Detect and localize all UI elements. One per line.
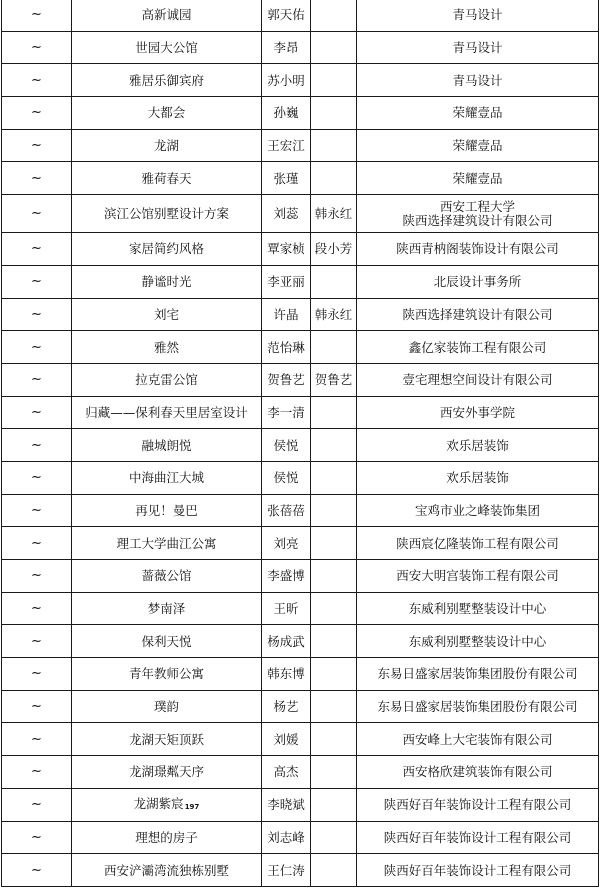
cell-designer: 王仁涛 [262, 854, 311, 887]
cell-range: ~ [2, 298, 72, 331]
organization-line: 荣耀壹品 [452, 138, 503, 154]
cell-designer: 李晓斌 [262, 788, 311, 821]
organization-line: 陕西青枘阁装饰设计有限公司 [396, 241, 559, 257]
organization-line: 西安格欣建筑装饰有限公司 [402, 764, 553, 780]
cell-designer: 范怡琳 [262, 331, 311, 364]
table-row [2, 429, 599, 462]
cell-project [72, 331, 262, 364]
cell-co-designer [311, 854, 357, 887]
cell-organization [357, 0, 599, 31]
cell-organization [357, 363, 599, 396]
cell-range: ~ [2, 195, 72, 233]
cell-range: ~ [2, 31, 72, 64]
project-name: 青年教师公寓 [128, 666, 204, 682]
cell-designer: 张瑾 [262, 162, 311, 195]
table-row [2, 527, 599, 560]
cell-co-designer [311, 331, 357, 364]
cell-organization [357, 129, 599, 162]
cell-designer: 李一清 [262, 396, 311, 429]
cell-organization [357, 265, 599, 298]
organization-line: 东威利别墅整装设计中心 [408, 601, 547, 617]
table-row [2, 690, 599, 723]
table-row [2, 788, 599, 821]
table-row [2, 821, 599, 854]
table-row [2, 233, 599, 266]
cell-designer: 刘蕊 [262, 195, 311, 233]
table-row [2, 31, 599, 64]
project-name: 龙湖天矩顶跃 [128, 731, 204, 747]
cell-co-designer: 贺鲁艺 [311, 363, 357, 396]
cell-designer: 李亚丽 [262, 265, 311, 298]
cell-co-designer [311, 690, 357, 723]
cell-co-designer [311, 756, 357, 789]
project-name: 龙湖紫宸 [133, 795, 184, 811]
cell-organization [357, 64, 599, 97]
organization-line: 青马设计 [452, 7, 503, 23]
project-name: 家居简约风格 [128, 241, 204, 257]
table-row [2, 64, 599, 97]
cell-co-designer [311, 429, 357, 462]
cell-designer: 侯悦 [262, 429, 311, 462]
cell-organization [357, 162, 599, 195]
cell-project [72, 854, 262, 887]
cell-co-designer [311, 64, 357, 97]
cell-designer: 李盛博 [262, 560, 311, 593]
cell-co-designer [311, 560, 357, 593]
cell-co-designer [311, 788, 357, 821]
organization-line: 陕西好百年装饰设计工程有限公司 [383, 829, 572, 845]
cell-project [72, 363, 262, 396]
table-row [2, 756, 599, 789]
cell-co-designer [311, 129, 357, 162]
cell-organization [357, 690, 599, 723]
cell-organization [357, 527, 599, 560]
cell-organization [357, 233, 599, 266]
organization-line: 陕西好百年装饰设计工程有限公司 [383, 862, 572, 878]
cell-project [72, 625, 262, 658]
cell-designer: 许晶 [262, 298, 311, 331]
cell-project [72, 723, 262, 756]
cell-designer: 贺鲁艺 [262, 363, 311, 396]
cell-co-designer [311, 723, 357, 756]
project-name: 静谧时光 [141, 274, 192, 290]
project-name: 高新诚园 [141, 7, 192, 23]
cell-co-designer [311, 0, 357, 31]
cell-designer: 韩东博 [262, 658, 311, 691]
project-name: 滨江公馆别墅设计方案 [103, 206, 229, 222]
cell-range: ~ [2, 461, 72, 494]
cell-range: ~ [2, 756, 72, 789]
table-row [2, 363, 599, 396]
project-name: 蔷薇公馆 [141, 568, 192, 584]
table-row [2, 97, 599, 130]
cell-project [72, 396, 262, 429]
cell-project [72, 129, 262, 162]
cell-project [72, 560, 262, 593]
project-name: 理想的房子 [135, 829, 198, 845]
table-row [2, 298, 599, 331]
table-row [2, 129, 599, 162]
cell-organization [357, 658, 599, 691]
cell-designer: 杨成武 [262, 625, 311, 658]
table-row [2, 461, 599, 494]
cell-range: ~ [2, 363, 72, 396]
cell-project [72, 265, 262, 298]
cell-range: ~ [2, 396, 72, 429]
project-name: 梦南泽 [147, 601, 186, 617]
project-name: 龙湖璟粼天序 [128, 764, 204, 780]
cell-project [72, 195, 262, 233]
cell-project [72, 690, 262, 723]
table-row [2, 625, 599, 658]
organization-line: 陕西选择建筑设计有限公司 [402, 306, 553, 322]
cell-project [72, 429, 262, 462]
cell-project [72, 233, 262, 266]
organization-line: 鑫亿家装饰工程有限公司 [408, 339, 547, 355]
cell-organization [357, 331, 599, 364]
cell-designer: 孙巍 [262, 97, 311, 130]
cell-designer: 苏小明 [262, 64, 311, 97]
organization-line: 北辰设计事务所 [433, 274, 522, 290]
project-name: 雅居乐御宾府 [128, 72, 204, 88]
cell-range: ~ [2, 592, 72, 625]
cell-project [72, 494, 262, 527]
project-name: 刘宅 [153, 306, 179, 322]
cell-co-designer: 韩永红 [311, 195, 357, 233]
cell-co-designer [311, 527, 357, 560]
cell-project [72, 527, 262, 560]
project-name: 再见！曼巴 [135, 502, 198, 518]
cell-range: ~ [2, 788, 72, 821]
cell-range: ~ [2, 64, 72, 97]
cell-project [72, 64, 262, 97]
cell-designer: 覃家桢 [262, 233, 311, 266]
awards-table [1, 0, 599, 887]
project-name: 龙湖 [153, 138, 179, 154]
cell-co-designer [311, 265, 357, 298]
cell-range: ~ [2, 821, 72, 854]
organization-line: 东易日盛家居装饰集团股份有限公司 [377, 666, 578, 682]
project-name: 西安浐灞湾流独栋别墅 [103, 862, 229, 878]
cell-range: ~ [2, 854, 72, 887]
organization-line: 欢乐居装饰 [446, 470, 509, 486]
organization-line: 西安大明宫装饰工程有限公司 [396, 568, 559, 584]
cell-co-designer: 韩永红 [311, 298, 357, 331]
cell-co-designer [311, 97, 357, 130]
cell-designer: 刘亮 [262, 527, 311, 560]
cell-range: ~ [2, 129, 72, 162]
cell-organization [357, 723, 599, 756]
cell-co-designer [311, 31, 357, 64]
organization-line: 西安外事学院 [439, 404, 515, 420]
cell-project [72, 592, 262, 625]
cell-co-designer [311, 494, 357, 527]
cell-designer: 刘媛 [262, 723, 311, 756]
project-name: 大都会 [147, 105, 186, 121]
cell-co-designer [311, 625, 357, 658]
project-name: 理工大学曲江公寓 [116, 535, 217, 551]
project-name: 璞韵 [153, 699, 179, 715]
cell-designer: 张蓓蓓 [262, 494, 311, 527]
cell-co-designer [311, 162, 357, 195]
cell-co-designer [311, 658, 357, 691]
cell-organization [357, 854, 599, 887]
cell-range: ~ [2, 0, 72, 31]
cell-organization [357, 97, 599, 130]
project-name: 雅然 [153, 339, 179, 355]
project-name: 保利天悦 [141, 633, 192, 649]
project-name: 归藏——保利春天里居室设计 [85, 404, 248, 420]
cell-organization [357, 429, 599, 462]
cell-range: ~ [2, 625, 72, 658]
cell-project [72, 756, 262, 789]
cell-project [72, 0, 262, 31]
table-row [2, 494, 599, 527]
cell-range: ~ [2, 331, 72, 364]
cell-range: ~ [2, 527, 72, 560]
project-note: 197 [184, 802, 200, 811]
organization-line: 东威利别墅整装设计中心 [408, 633, 547, 649]
table-row [2, 0, 599, 31]
cell-designer: 高杰 [262, 756, 311, 789]
table-row [2, 560, 599, 593]
cell-designer: 李昂 [262, 31, 311, 64]
cell-organization [357, 625, 599, 658]
cell-range: ~ [2, 265, 72, 298]
cell-co-designer [311, 461, 357, 494]
organization-line: 陕西好百年装饰设计工程有限公司 [383, 797, 572, 813]
project-name: 融城朗悦 [141, 437, 192, 453]
organization-line: 陕西选择建筑设计有限公司 [402, 212, 553, 228]
cell-range: ~ [2, 560, 72, 593]
cell-project [72, 97, 262, 130]
cell-project [72, 461, 262, 494]
project-name: 雅荷春天 [141, 170, 192, 186]
table-row [2, 658, 599, 691]
cell-range: ~ [2, 690, 72, 723]
cell-organization [357, 560, 599, 593]
organization-line: 陕西宸亿隆装饰工程有限公司 [396, 535, 559, 551]
project-name: 中海曲江大城 [128, 470, 204, 486]
cell-range: ~ [2, 658, 72, 691]
organization-line: 西安峰上大宅装饰有限公司 [402, 731, 553, 747]
cell-organization [357, 195, 599, 233]
organization-line: 东易日盛家居装饰集团股份有限公司 [377, 699, 578, 715]
cell-project [72, 788, 262, 821]
cell-designer: 杨艺 [262, 690, 311, 723]
organization-line: 西安工程大学 [439, 198, 515, 214]
cell-co-designer [311, 592, 357, 625]
cell-range: ~ [2, 429, 72, 462]
cell-organization [357, 788, 599, 821]
cell-co-designer: 段小芳 [311, 233, 357, 266]
organization-line: 壹宅理想空间设计有限公司 [402, 372, 553, 388]
cell-range: ~ [2, 233, 72, 266]
table-row [2, 162, 599, 195]
cell-designer: 郭天佑 [262, 0, 311, 31]
project-name: 世园大公馆 [135, 40, 198, 56]
table-row [2, 396, 599, 429]
table-body [2, 0, 599, 886]
cell-co-designer [311, 821, 357, 854]
cell-range: ~ [2, 97, 72, 130]
table-row [2, 854, 599, 887]
table-row [2, 265, 599, 298]
organization-line: 青马设计 [452, 72, 503, 88]
cell-co-designer [311, 396, 357, 429]
cell-organization [357, 756, 599, 789]
cell-range: ~ [2, 723, 72, 756]
cell-project [72, 298, 262, 331]
cell-organization [357, 592, 599, 625]
cell-organization [357, 461, 599, 494]
cell-organization [357, 31, 599, 64]
cell-project [72, 821, 262, 854]
cell-designer: 王宏江 [262, 129, 311, 162]
cell-organization [357, 396, 599, 429]
cell-designer: 刘志峰 [262, 821, 311, 854]
cell-project [72, 31, 262, 64]
project-name: 拉克雷公馆 [135, 372, 198, 388]
cell-project [72, 162, 262, 195]
cell-project [72, 658, 262, 691]
organization-line: 荣耀壹品 [452, 105, 503, 121]
table-row [2, 723, 599, 756]
cell-range: ~ [2, 162, 72, 195]
cell-designer: 侯悦 [262, 461, 311, 494]
cell-organization [357, 821, 599, 854]
cell-designer: 王昕 [262, 592, 311, 625]
cell-range: ~ [2, 494, 72, 527]
organization-line: 宝鸡市业之峰装饰集团 [414, 502, 540, 518]
table-row [2, 592, 599, 625]
cell-organization [357, 494, 599, 527]
organization-line: 荣耀壹品 [452, 170, 503, 186]
cell-organization [357, 298, 599, 331]
table-row [2, 195, 599, 233]
table-row [2, 331, 599, 364]
organization-line: 欢乐居装饰 [446, 437, 509, 453]
organization-line: 青马设计 [452, 40, 503, 56]
